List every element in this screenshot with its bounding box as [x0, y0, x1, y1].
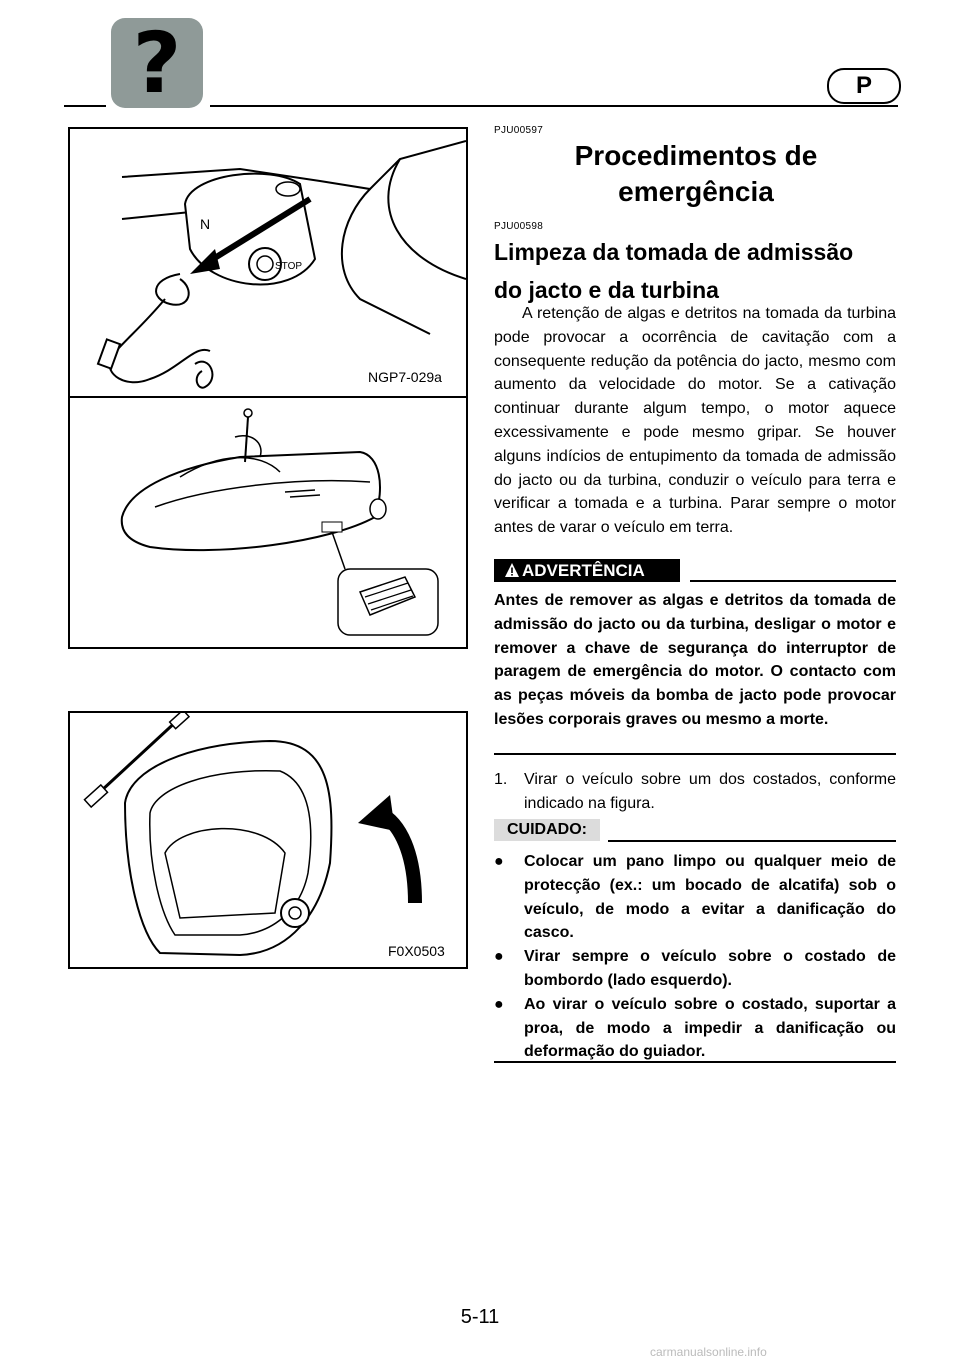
- header-rule-left: [64, 105, 106, 107]
- question-glyph: ?: [132, 14, 182, 112]
- section-code: PJU00597: [494, 125, 544, 136]
- warning-label: [494, 559, 680, 582]
- svg-text:N: N: [200, 216, 211, 232]
- caution-item-1: [494, 850, 896, 945]
- caution-item-text: Ao virar o veículo sobre o costado, suportar a proa, de modo a impedir a danificação ou deformação do guiador.: [524, 995, 896, 1061]
- caution-end-rule: [494, 1061, 896, 1063]
- figure-handlebar-and-hull: [68, 127, 468, 649]
- intro-paragraph: [494, 302, 896, 540]
- caution-item-3: [494, 993, 896, 1064]
- watermark: carmanualsonline.info: [650, 1345, 767, 1359]
- page-title-line-1: Procedimentos de: [574, 140, 818, 171]
- step-text: Virar o veículo sobre um dos costados, conforme indicado na figura.: [524, 771, 896, 812]
- section-heading: [494, 233, 898, 309]
- capsized-craft-illustration: [70, 713, 466, 967]
- figure-2-caption: F0X0503: [388, 943, 445, 959]
- warning-label-text: ADVERTÊNCIA: [522, 561, 645, 580]
- bullet-icon: ●: [494, 853, 504, 870]
- question-mark-icon: [111, 14, 203, 112]
- warning-header-rule: [690, 580, 896, 582]
- step-number: 1.: [494, 771, 508, 788]
- subsection-code: PJU00598: [494, 221, 544, 232]
- caution-list: [494, 850, 896, 1064]
- caution-label: CUIDADO:: [494, 819, 600, 841]
- step-list: [494, 768, 896, 816]
- bullet-icon: ●: [494, 948, 504, 966]
- caution-item-2: [494, 945, 896, 993]
- warning-end-rule: [494, 753, 896, 755]
- language-badge: P: [827, 68, 901, 104]
- caution-header-rule: [608, 840, 896, 842]
- warning-text: Antes de remover as algas e detritos da tomada de admissão do jacto ou da turbina, desligar o motor e remover a chave de segurança do interruptor de paragem de emergência do motor. O contacto com as peças móveis da bomba de jacto pode provocar lesões corporais graves ou mesmo a morte.: [494, 592, 896, 728]
- bullet-icon: ●: [494, 995, 504, 1013]
- step-item: [494, 768, 896, 816]
- hull-illustration: [70, 397, 466, 647]
- section-heading-line-2: do jacto e da turbina: [494, 277, 719, 303]
- header-rule-right: [210, 105, 898, 107]
- section-heading-line-1: Limpeza da tomada de admissão: [494, 239, 854, 265]
- handlebar-illustration: [70, 129, 466, 395]
- page-number: 5-11: [460, 1306, 500, 1328]
- warning-triangle-icon: [504, 562, 520, 578]
- caution-item-text: Colocar um pano limpo ou qualquer meio de protecção (ex.: um bocado de alcatifa) sob o veículo, de modo a evitar a danificação do casco.: [524, 853, 896, 942]
- svg-text:STOP: STOP: [275, 261, 303, 272]
- page-title: [496, 138, 896, 210]
- figure-1-caption: NGP7-029a: [368, 369, 442, 385]
- figure-capsized-craft: [68, 711, 468, 969]
- intro-text: A retenção de algas e detritos na tomada da turbina pode provocar a ocorrência de cavitação com a consequente redução da potência do jacto, mesmo com aumento da velocidade do motor. Se a cativação continuar durante algum tempo, o motor aquece excessivamente e pode mesmo gripar. Se houver alguns indícios de entupimento da tomada de admissão do jacto ou da turbina, conduzir o veículo para terra e verificar a tomada e a turbina. Parar sempre o motor antes de varar o veículo em terra.: [494, 305, 896, 537]
- caution-item-text: Virar sempre o veículo sobre o costado de bombordo (lado esquerdo).: [524, 948, 896, 989]
- page-title-line-2: emergência: [618, 176, 774, 207]
